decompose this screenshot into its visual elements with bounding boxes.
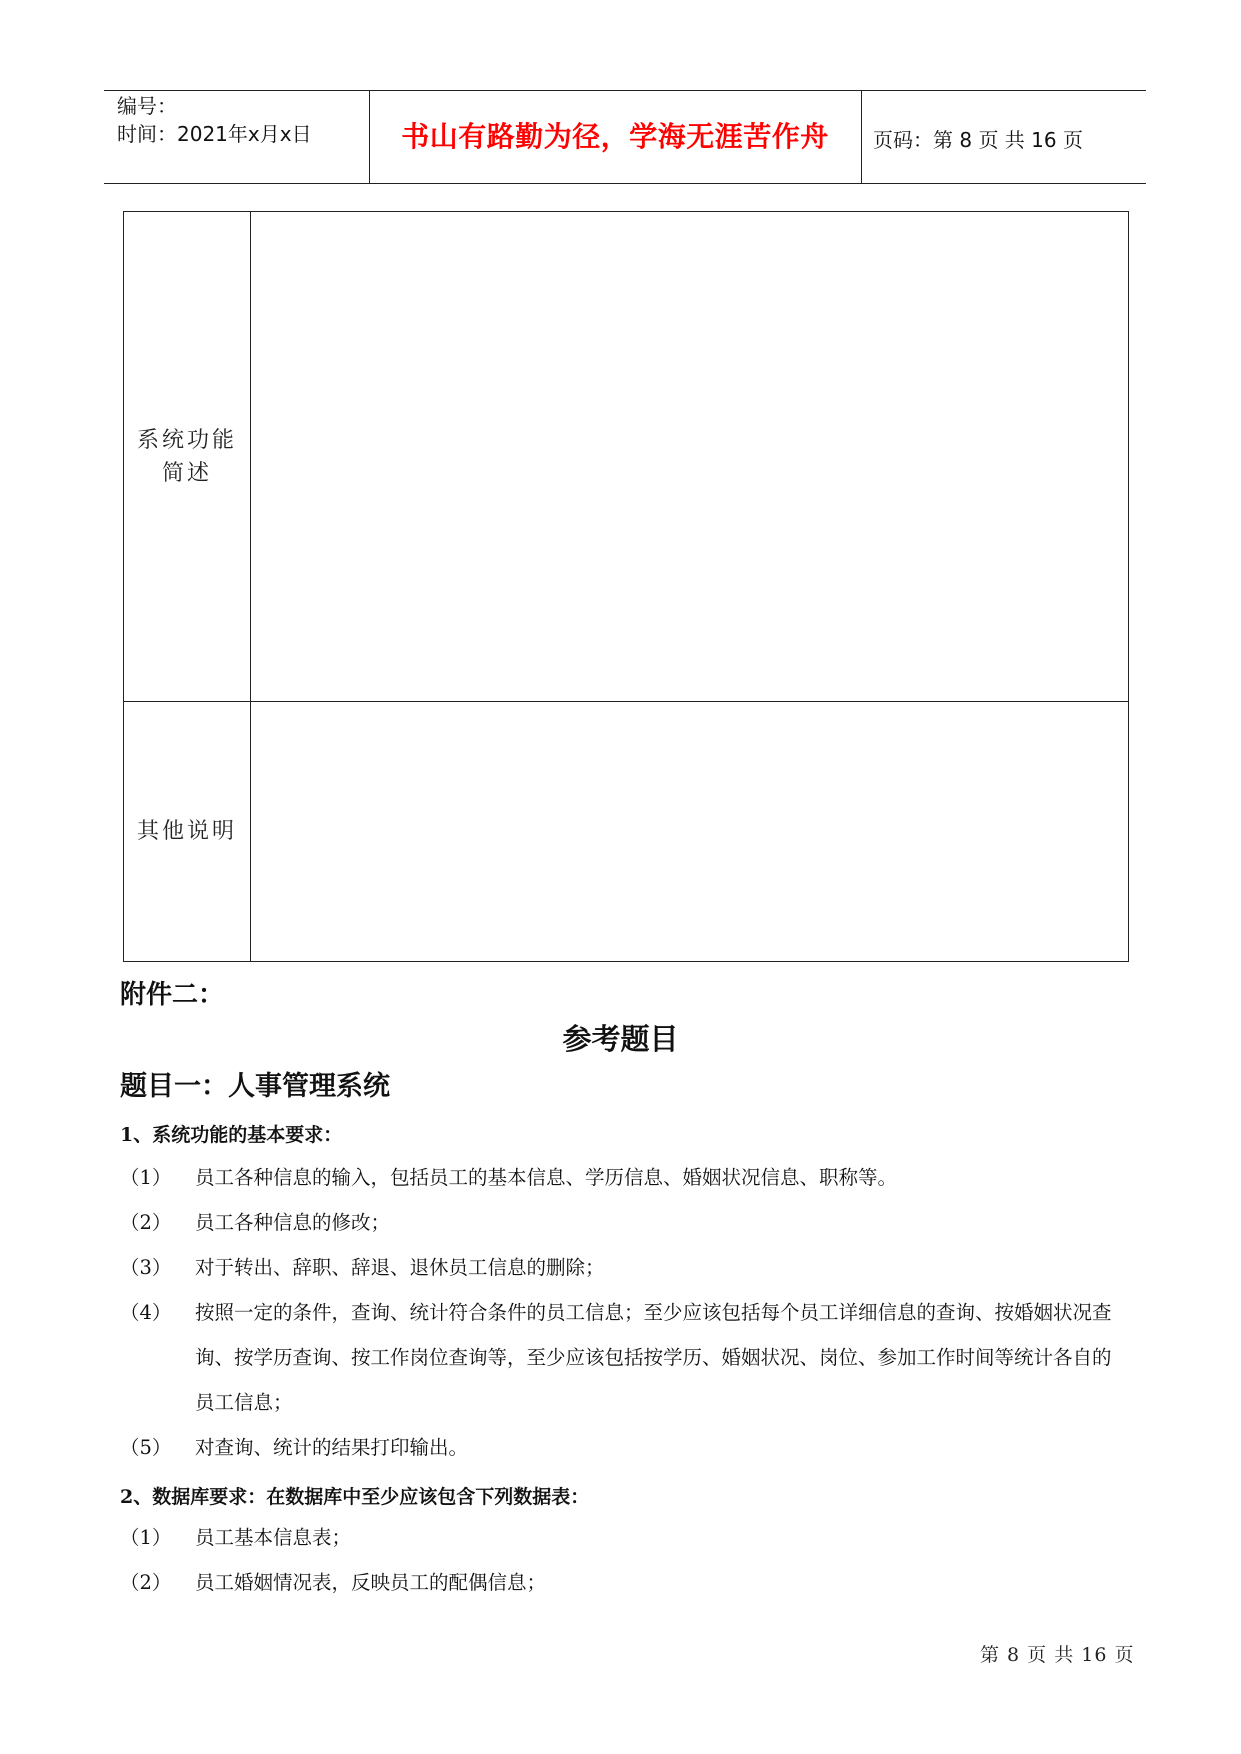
header-top-rule (104, 90, 1146, 91)
topic-heading: 题目一：人事管理系统 (120, 1071, 390, 1102)
list-item-number: （2） (120, 1571, 172, 1594)
list-item-text: 员工基本信息表； (195, 1526, 352, 1549)
list-item-number: （1） (120, 1526, 172, 1549)
list-item-number: （3） (120, 1256, 172, 1279)
document-title: 参考题目 (562, 1022, 679, 1056)
header-page-label: 页码：第 8 页 共 16 页 (873, 128, 1083, 152)
form-value-other[interactable] (251, 702, 1129, 962)
attachment-heading: 附件二： (120, 980, 225, 1010)
list-item-number: （1） (120, 1166, 172, 1189)
form-row-function (124, 212, 1129, 702)
header-number-label: 编号： (117, 94, 177, 118)
header-time-label: 时间：2021年x月x日 (117, 122, 312, 146)
list-item-text: 按照一定的条件，查询、统计符合条件的员工信息；至少应该包括每个员工详细信息的查询、按婚姻状况查询、按学历查询、按工作岗位查询等，至少应该包括按学历、婚姻状况、岗位、参加工作时间等统计各自的员工信息； (195, 1301, 1112, 1414)
header-motto: 书山有路勤为径，学海无涯苦作舟 (401, 120, 829, 153)
form-label-function-text: 系统功能 简述 (136, 427, 237, 486)
form-label-other-text: 其他说明 (136, 819, 237, 844)
page-footer: 第 8 页 共 16 页 (980, 1644, 1135, 1666)
form-row-other (124, 702, 1129, 962)
list-item-number: （5） (120, 1436, 172, 1459)
form-table (123, 211, 1129, 962)
list-item-text: 员工婚姻情况表，反映员工的配偶信息； (195, 1571, 547, 1594)
form-value-function[interactable] (251, 212, 1129, 702)
header-divider-right (861, 90, 862, 183)
form-label-function (124, 212, 251, 702)
list-item-text: 员工各种信息的修改； (195, 1211, 391, 1234)
section1-heading: 1、系统功能的基本要求： (120, 1124, 343, 1146)
header-bottom-rule (104, 183, 1146, 184)
list-item-number: （2） (120, 1211, 172, 1234)
list-item-text: 对于转出、辞职、辞退、退休员工信息的删除； (195, 1256, 605, 1279)
list-item-number: （4） (120, 1301, 172, 1324)
list-item-text: 对查询、统计的结果打印输出。 (195, 1436, 469, 1459)
header-left (117, 92, 312, 148)
form-label-other (124, 702, 251, 962)
list-item-text: 员工各种信息的输入，包括员工的基本信息、学历信息、婚姻状况信息、职称等。 (195, 1166, 898, 1189)
section2-heading: 2、数据库要求：在数据库中至少应该包含下列数据表： (120, 1486, 590, 1508)
